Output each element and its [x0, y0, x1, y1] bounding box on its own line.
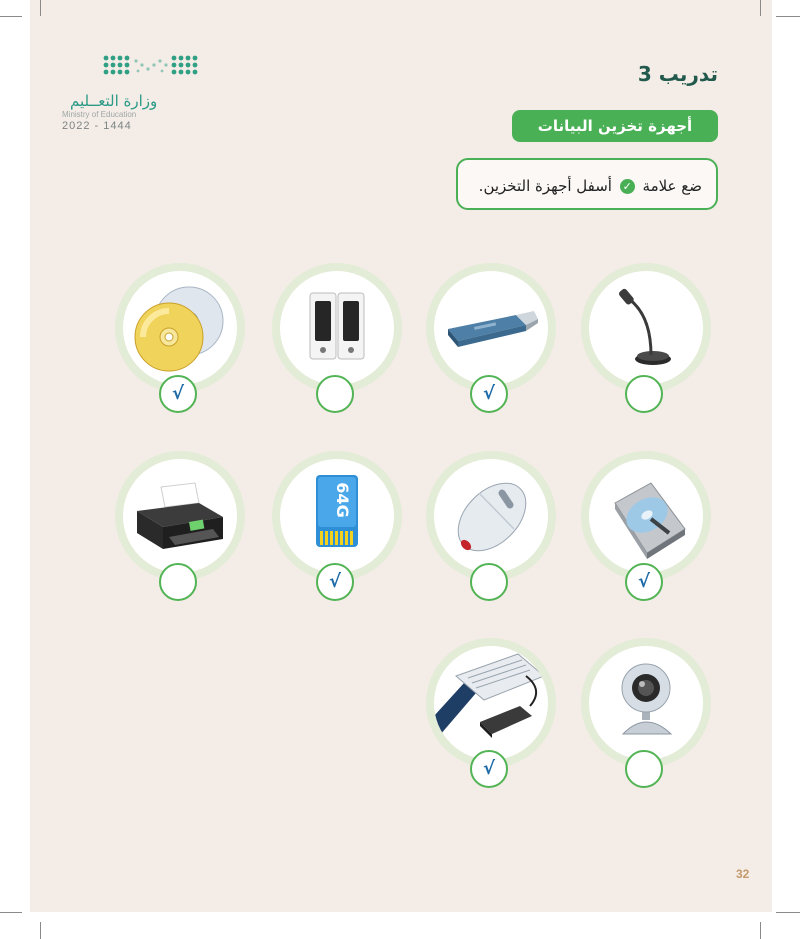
instruction-text-start: ضع علامة: [642, 177, 702, 195]
memory-card-icon: [280, 459, 394, 573]
exercise-title: تدريب 3: [637, 62, 718, 86]
webcam-icon: [589, 646, 703, 760]
ministry-logo-dots-icon: [100, 52, 220, 82]
item-image: [589, 646, 703, 760]
item-image: [434, 271, 548, 385]
crop-mark: [776, 16, 800, 17]
checkmark-icon: ✓: [620, 179, 635, 194]
instruction-box: [456, 158, 718, 210]
answer-circle[interactable]: √: [625, 563, 663, 601]
printer-icon: [123, 459, 237, 573]
memory-card-capacity-label: 64G: [333, 482, 352, 518]
ministry-logo: [62, 52, 202, 132]
hard-disk-icon: [589, 459, 703, 573]
item-external-hard-drive: [426, 638, 556, 788]
answer-circle[interactable]: [625, 750, 663, 788]
answer-circle[interactable]: [316, 375, 354, 413]
item-image: [280, 459, 394, 573]
item-image: [434, 459, 548, 573]
ministry-name-arabic: وزارة التعــليم: [70, 92, 158, 110]
item-webcam: [581, 638, 711, 788]
instruction-text-end: أسفل أجهزة التخزين.: [478, 177, 612, 195]
academic-year: 2022 - 1444: [62, 120, 132, 132]
mouse-icon: [434, 459, 548, 573]
topic-banner: أجهزة تخزين البيانات: [512, 110, 718, 142]
page-number: 32: [736, 867, 750, 881]
item-image: [589, 459, 703, 573]
crop-mark: [40, 922, 41, 939]
item-image: [123, 271, 237, 385]
item-memory-card: [272, 451, 402, 601]
ministry-name-english: Ministry of Education: [62, 110, 137, 119]
crop-mark: [40, 0, 41, 16]
item-speakers: [272, 263, 402, 413]
answer-circle[interactable]: √: [470, 750, 508, 788]
item-image: [434, 646, 548, 760]
answer-circle[interactable]: √: [470, 375, 508, 413]
external-hard-drive-icon: [434, 646, 548, 760]
answer-circle[interactable]: [625, 375, 663, 413]
answer-circle[interactable]: √: [316, 563, 354, 601]
item-printer: [115, 451, 245, 601]
item-image: [589, 271, 703, 385]
crop-mark: [760, 922, 761, 939]
item-microphone: [581, 263, 711, 413]
crop-mark: [776, 912, 800, 913]
item-image: [123, 459, 237, 573]
answer-circle[interactable]: [159, 563, 197, 601]
usb-flash-drive-icon: [434, 271, 548, 385]
crop-mark: [0, 912, 22, 913]
crop-mark: [0, 16, 22, 17]
answer-circle[interactable]: [470, 563, 508, 601]
item-image: [280, 271, 394, 385]
item-hard-disk: [581, 451, 711, 601]
crop-mark: [760, 0, 761, 16]
answer-circle[interactable]: √: [159, 375, 197, 413]
speakers-icon: [280, 271, 394, 385]
item-cd-dvd: [115, 263, 245, 413]
microphone-icon: [589, 271, 703, 385]
cd-dvd-icon: [123, 271, 237, 385]
item-mouse: [426, 451, 556, 601]
item-usb-flash-drive: [426, 263, 556, 413]
